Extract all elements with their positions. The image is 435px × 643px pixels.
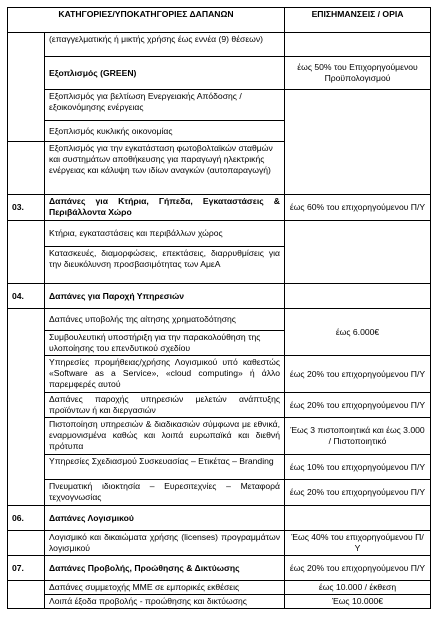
row-desc: (επαγγελματικής ή μικτής χρήσης έως εννέα (9) θέσεων) [45,33,285,57]
table-row [8,418,431,455]
row-note: έως 10% του επιχορηγούμενου Π/Υ [285,455,431,480]
num-cell [8,221,45,284]
row-desc: Δαπάνες συμμετοχής ΜΜΕ σε εμπορικές εκθέσεις [45,581,285,595]
table-header-row [8,8,431,33]
section-title: Δαπάνες Προβολής, Προώθησης & Δικτύωσης [45,556,285,581]
row-note [285,284,431,309]
row-desc: Κτήρια, εγκαταστάσεις και περιβάλλων χώρος [45,221,285,247]
table-row [8,284,431,309]
table-row [8,506,431,531]
row-desc: Εξοπλισμός για την εγκατάσταση φωτοβολταϊκών σταθμών και συστημάτων αποθήκευσης για παραγωγή ηλεκτρικής ενέργειας και κάλυψη των ιδίων αναγκών (αυτοπαραγωγή) [45,142,285,195]
num-cell [8,581,45,609]
num-cell [8,309,45,506]
table-row [8,309,431,331]
row-note: Έως 3 πιστοποιητικά και έως 3.000 / Πιστοποιητικό [285,418,431,455]
row-note: έως 20% του επιχορηγούμενου Π/Υ [285,480,431,506]
row-note [285,506,431,531]
row-desc: Εξοπλισμός (GREEN) [45,57,285,90]
table-row [8,221,431,247]
table-row [8,455,431,480]
num-cell [8,142,45,195]
section-number: 03. [8,195,45,221]
section-number: 07. [8,556,45,581]
row-note: έως 10.000 / έκθεση [285,581,431,595]
row-desc: Υπηρεσίες Σχεδιασμού Συσκευασίας – Ετικέτας – Branding [45,455,285,480]
table-row [8,581,431,595]
row-note [285,90,431,195]
row-desc: Συμβουλευτική υποστήριξη για την παρακολούθηση της υλοποίησης του επενδυτικού σχεδίου [45,331,285,356]
table-row [8,33,431,57]
row-note: έως 50% του Επιχορηγούμενου Προϋπολογισμού [285,57,431,90]
table-row [8,356,431,393]
table-row [8,90,431,121]
row-desc: Πιστοποίηση υπηρεσιών & διαδικασιών σύμφωνα με εθνικά, εναρμονισμένα καθώς και λοιπά ευρωπαϊκά και διεθνή πρότυπα [45,418,285,455]
row-note: έως 20% του επιχορηγούμενου Π/Υ [285,393,431,418]
row-desc: Δαπάνες υποβολής της αίτησης χρηματοδότησης [45,309,285,331]
table-row [8,556,431,581]
row-note: έως 60% του επιχορηγούμενου Π/Υ [285,195,431,221]
row-note: Έως 10.000€ [285,595,431,609]
section-title: Δαπάνες για Παροχή Υπηρεσιών [45,284,285,309]
row-desc: Εξοπλισμός για βελτίωση Ενεργειακής Απόδοσης /εξοικονόμησης ενέργειας [45,90,285,121]
table-row [8,480,431,506]
row-desc: Πνευματική ιδιοκτησία – Ευρεσιτεχνίες – Μεταφορά τεχνογνωσίας [45,480,285,506]
section-title: Δαπάνες Λογισμικού [45,506,285,531]
row-desc: Λογισμικό και δικαιώματα χρήσης (licenses) προγραμμάτων λογισμικού [45,531,285,556]
row-note: έως 20% του επιχορηγούμενου Π/Υ [285,556,431,581]
row-desc: Δαπάνες παροχής υπηρεσιών μελετών ανάπτυξης προϊόντων ή και διεργασιών [45,393,285,418]
expense-categories-table [7,7,431,609]
row-desc: Κατασκευές, διαμορφώσεις, επεκτάσεις, διαρρυθμίσεις για την διευκόλυνση προσβασιμότητας των ΑμεΑ [45,247,285,284]
row-desc: Υπηρεσίες προμήθειας/χρήσης Λογισμικού υπό καθεστώς «Software as a Service», «cloud computing» ή άλλο παρεμφερές αυτού [45,356,285,393]
table-row [8,531,431,556]
table-row [8,57,431,90]
table-row [8,195,431,221]
num-cell [8,33,45,142]
section-number: 04. [8,284,45,309]
row-note: Έως 40% του επιχορηγούμενου Π/Υ [285,531,431,556]
header-notes: ΕΠΙΣΗΜΑΝΣΕΙΣ / ΟΡΙΑ [285,8,431,33]
section-title: Δαπάνες για Κτήρια, Γήπεδα, Εγκαταστάσεις & Περιβάλλοντα Χώρο [45,195,285,221]
row-note [285,221,431,284]
row-desc: Εξοπλισμός κυκλικής οικονομίας [45,121,285,142]
num-cell [8,531,45,556]
header-category: ΚΑΤΗΓΟΡΙΕΣ/ΥΠΟΚΑΤΗΓΟΡΙΕΣ ΔΑΠΑΝΩΝ [8,8,285,33]
row-note: έως 6.000€ [285,309,431,356]
row-desc: Λοιπά έξοδα προβολής - προώθησης και δικτύωσης [45,595,285,609]
section-number: 06. [8,506,45,531]
table-row [8,595,431,609]
table-row [8,393,431,418]
row-note: έως 20% του επιχορηγούμενου Π/Υ [285,356,431,393]
row-note [285,33,431,57]
